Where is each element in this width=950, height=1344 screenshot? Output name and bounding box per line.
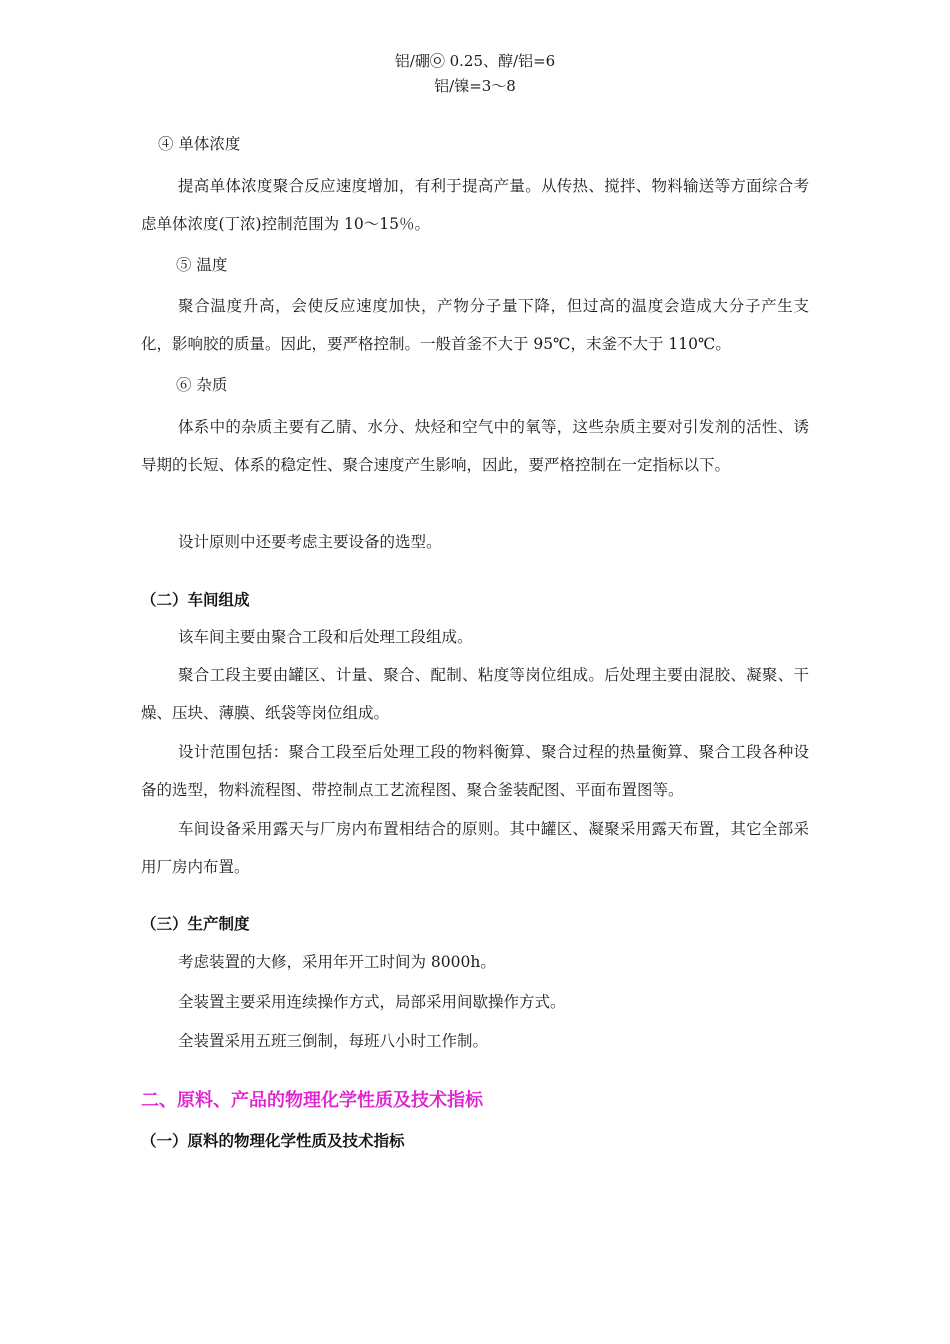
paragraph-workshop-4: 车间设备采用露天与厂房内布置相结合的原则。其中罐区、凝聚采用露天布置，其它全部采用厂房内布置。 bbox=[141, 820, 809, 876]
subheading-raw-material-properties: （一）原料的物理化学性质及技术指标 bbox=[141, 1132, 405, 1150]
paragraph-production-1: 考虑装置的大修，采用年开工时间为 8000h。 bbox=[178, 953, 496, 971]
paragraph-design-note: 设计原则中还要考虑主要设备的选型。 bbox=[178, 533, 442, 551]
paragraph-workshop-3: 设计范围包括：聚合工段至后处理工段的物料衡算、聚合过程的热量衡算、聚合工段各种设备的选型，物料流程图、带控制点工艺流程图、聚合釜装配图、平面布置图等。 bbox=[141, 743, 809, 799]
section-heading-raw-materials: 二、原料、产品的物理化学性质及技术指标 bbox=[141, 1090, 483, 1111]
heading-production-system: （三）生产制度 bbox=[141, 915, 250, 933]
paragraph-production-2: 全装置主要采用连续操作方式，局部采用间歇操作方式。 bbox=[178, 993, 566, 1011]
item-label-impurity: ⑥ 杂质 bbox=[176, 376, 228, 394]
paragraph-workshop-1: 该车间主要由聚合工段和后处理工段组成。 bbox=[178, 628, 473, 646]
paragraph-impurity: 体系中的杂质主要有乙腈、水分、炔烃和空气中的氧等，这些杂质主要对引发剂的活性、诱导期的长短、体系的稳定性、聚合速度产生影响，因此，要严格控制在一定指标以下。 bbox=[141, 418, 809, 474]
paragraph-temperature: 聚合温度升高，会使反应速度加快，产物分子量下降，但过高的温度会造成大分子产生支化，影响胶的质量。因此，要严格控制。一般首釜不大于 95℃，末釜不大于 110℃。 bbox=[141, 297, 809, 353]
item-label-temperature: ⑤ 温度 bbox=[176, 256, 228, 274]
paragraph-monomer-concentration: 提高单体浓度聚合反应速度增加，有利于提高产量。从传热、搅拌、物料输送等方面综合考虑单体浓度(丁浓)控制范围为 10～15％。 bbox=[141, 177, 809, 233]
item-label-monomer-concentration: ④ 单体浓度 bbox=[158, 135, 241, 153]
paragraph-production-3: 全装置采用五班三倒制，每班八小时工作制。 bbox=[178, 1032, 489, 1050]
paragraph-workshop-2: 聚合工段主要由罐区、计量、聚合、配制、粘度等岗位组成。后处理主要由混胶、凝聚、干燥、压块、薄膜、纸袋等岗位组成。 bbox=[141, 666, 809, 722]
heading-workshop-composition: （二）车间组成 bbox=[141, 591, 250, 609]
catalyst-ratio-line-1: 铝/硼㉧ 0.25、醇/铝=6 bbox=[394, 52, 556, 70]
catalyst-ratio-line-2: 铝/镍=3～8 bbox=[434, 77, 516, 95]
